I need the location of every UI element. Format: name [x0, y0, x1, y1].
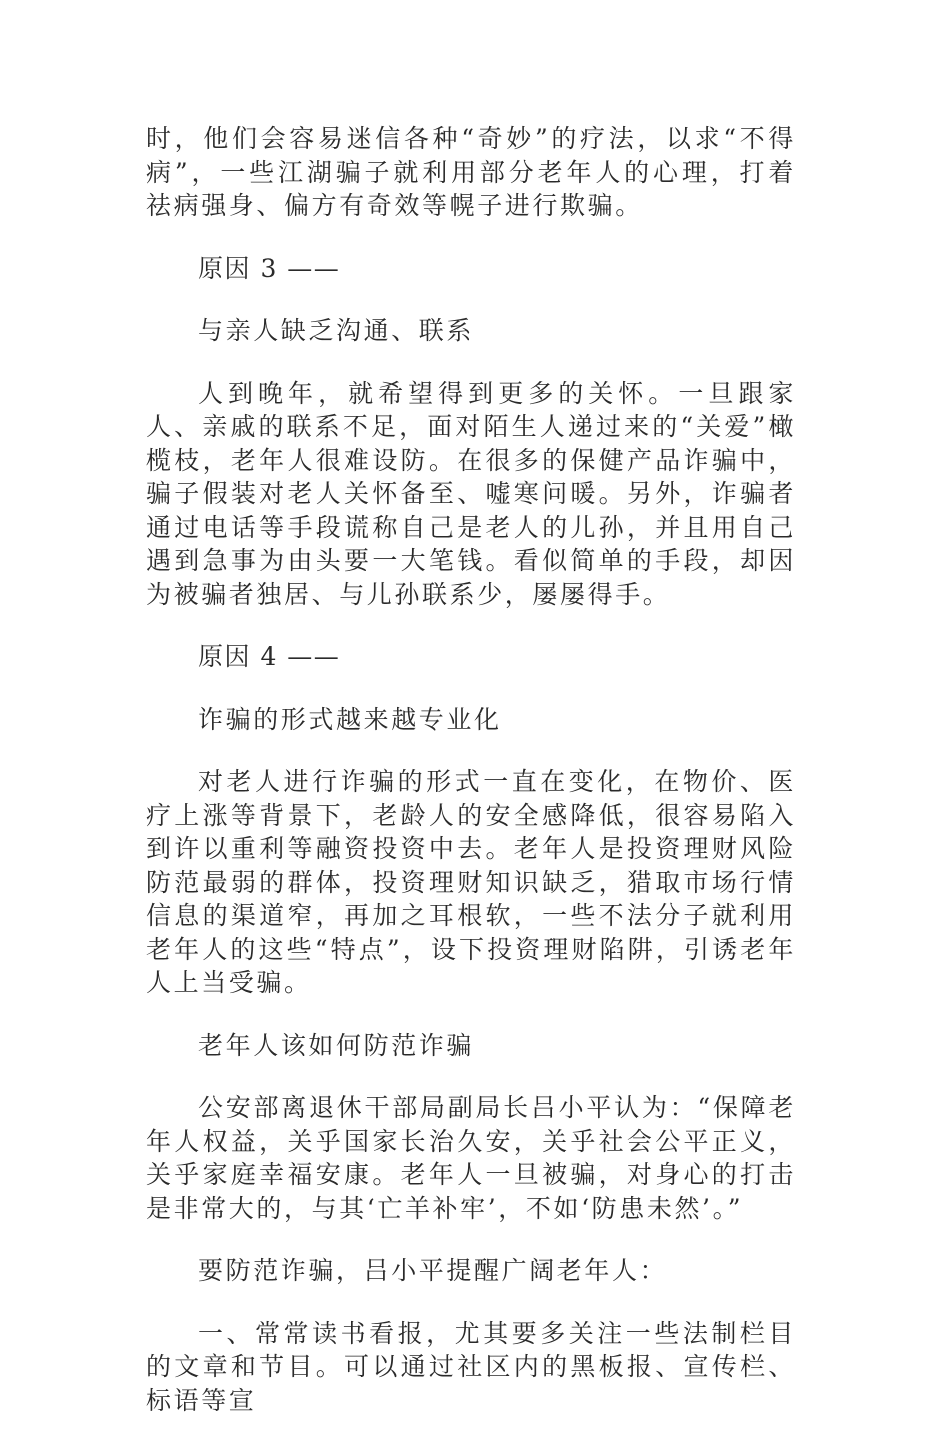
paragraph-reason-3: 人到晚年，就希望得到更多的关怀。一旦跟家人、亲戚的联系不足，面对陌生人递过来的“关爱”橄榄枝，老年人很难设防。在很多的保健产品诈骗中，骗子假装对老人关怀备至、嘘寒问暖。另外，诈骗者通过电话等手段谎称自己是老人的儿孙，并且用自己遇到急事为由头要一大笔钱。看似简单的手段，却因为被骗者独居、与儿孙联系少，屡屡得手。 — [146, 378, 796, 609]
paragraph-reminder-intro: 要防范诈骗，吕小平提醒广阔老年人： — [198, 1256, 668, 1285]
section-label-reason-4: 原因 4 —— — [198, 642, 341, 671]
section-title-reason-3: 与亲人缺乏沟通、联系 — [198, 316, 475, 345]
paragraph-quote: 公安部离退休干部局副局长吕小平认为：“保障老年人权益，关乎国家长治久安，关乎社会公平正义，关乎家庭幸福安康。老年人一旦被骗，对身心的打击是非常大的，与其‘亡羊补牢’，不如‘防患未然’。” — [146, 1093, 796, 1223]
section-title-reason-4: 诈骗的形式越来越专业化 — [198, 704, 502, 734]
section-title-prevention: 老年人该如何防范诈骗 — [198, 1030, 475, 1060]
document-body — [146, 122, 796, 1446]
paragraph-continuation: 时，他们会容易迷信各种“奇妙”的疗法，以求“不得病”，一些江湖骗子就利用部分老年人的心理，打着祛病强身、偏方有奇效等幌子进行欺骗。 — [146, 124, 796, 220]
paragraph-reason-4: 对老人进行诈骗的形式一直在变化，在物价、医疗上涨等背景下，老龄人的安全感降低，很容易陷入到许以重利等融资投资中去。老年人是投资理财风险防范最弱的群体，投资理财知识缺乏，猎取市场行情信息的渠道窄，再加之耳根软，一些不法分子就利用老年人的这些“特点”，设下投资理财陷阱，引诱老年人上当受骗。 — [146, 767, 796, 997]
section-label-reason-3: 原因 3 —— — [198, 253, 341, 283]
paragraph-tip-1: 一、常常读书看报，尤其要多关注一些法制栏目的文章和节目。可以通过社区内的黑板报、宣传栏、标语等宣 — [146, 1318, 796, 1415]
